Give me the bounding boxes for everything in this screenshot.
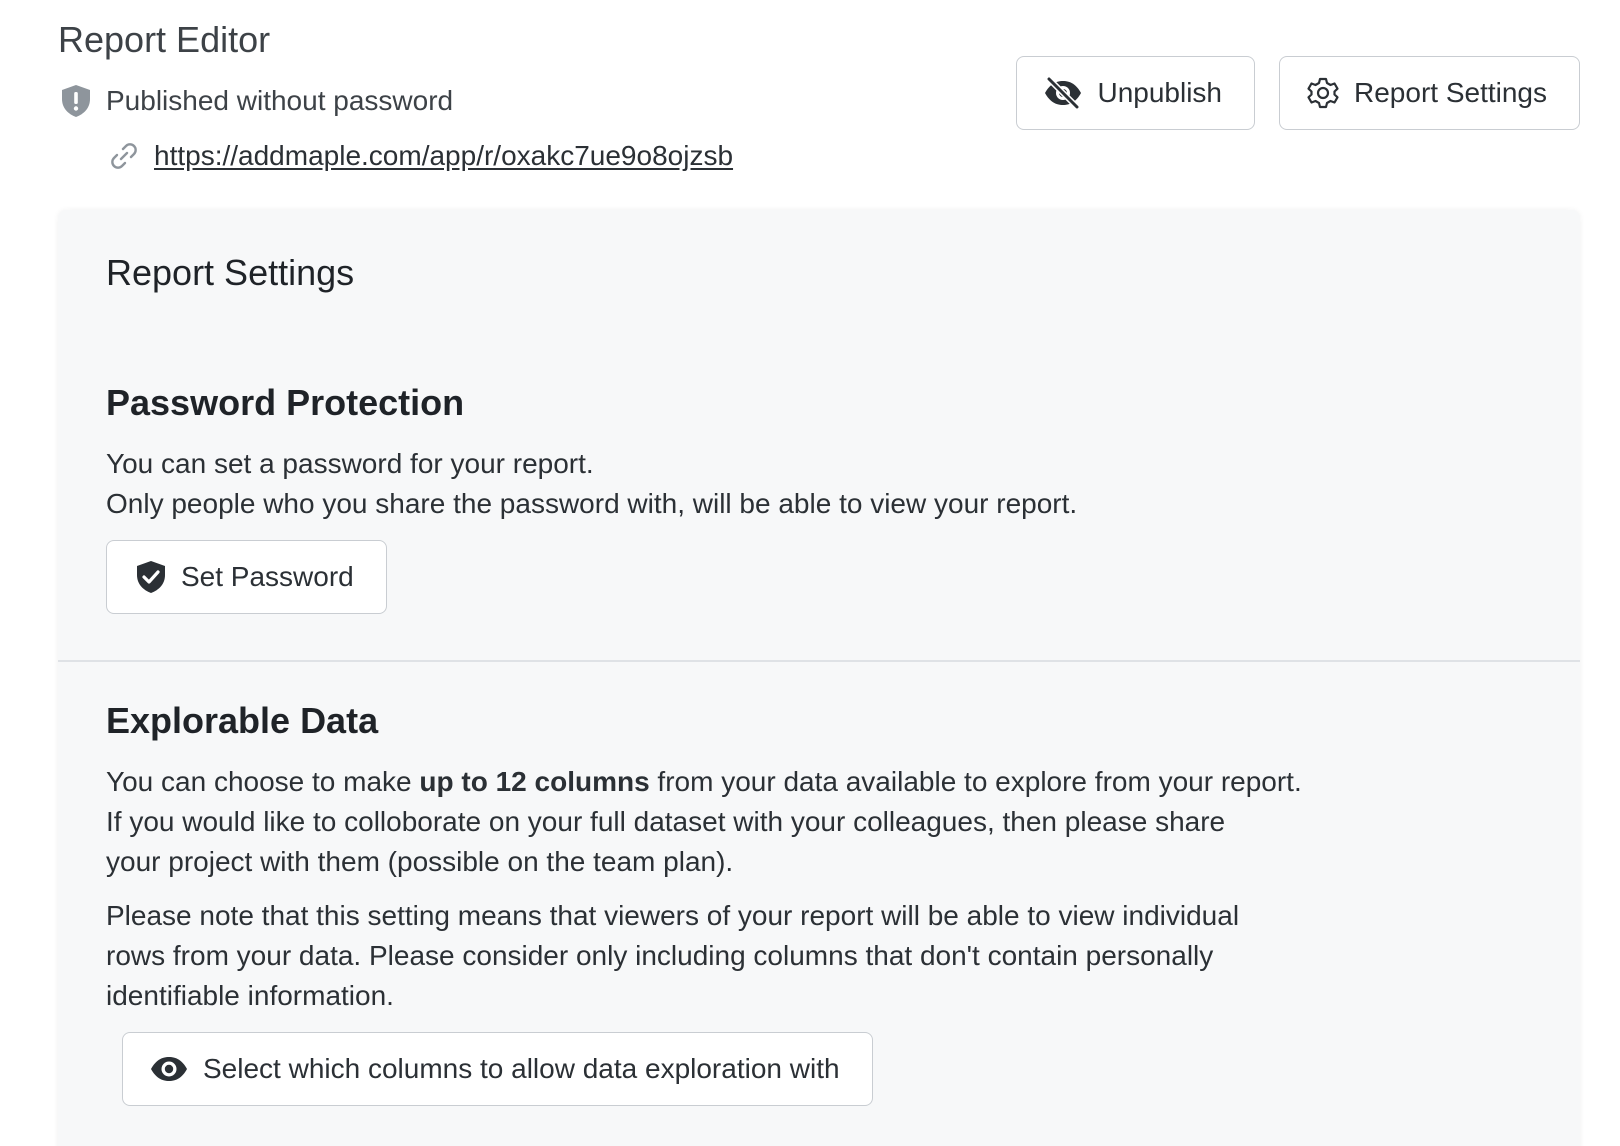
gear-icon	[1306, 76, 1340, 110]
password-protection-description	[106, 444, 1406, 524]
select-exploration-columns-button[interactable]	[122, 1032, 873, 1106]
report-settings-button[interactable]	[1279, 56, 1580, 130]
explore-desc-line-1-start: You can choose to make	[106, 766, 420, 797]
privacy-note-line-3: identifiable information.	[106, 980, 394, 1011]
column-limit-text: up to 12 columns	[419, 766, 650, 797]
explore-desc-line-3: your project with them (possible on the team plan).	[106, 846, 734, 877]
report-settings-label: Report Settings	[1354, 77, 1547, 108]
explorable-data-section	[106, 700, 1406, 1106]
explore-desc-line-2: If you would like to colloborate on your full dataset with your colleagues, then please share	[106, 806, 1226, 837]
header-actions	[1016, 56, 1580, 130]
section-divider	[58, 660, 1580, 662]
explore-desc-line-1-end: from your data available to explore from your report.	[649, 766, 1302, 797]
panel-title: Report Settings	[106, 252, 355, 293]
unpublish-button[interactable]	[1016, 56, 1255, 130]
password-desc-line-2: Only people who you share the password with, will be able to view your report.	[106, 488, 1078, 519]
explorable-data-paragraph-2	[106, 896, 1406, 1016]
set-password-button[interactable]	[106, 540, 387, 614]
privacy-note-line-2: rows from your data. Please consider only including columns that don't contain personally	[106, 940, 1214, 971]
link-icon	[108, 140, 140, 172]
select-columns-label: Select which columns to allow data exploration with	[203, 1053, 840, 1084]
password-desc-line-1: You can set a password for your report.	[106, 448, 594, 479]
publish-status	[60, 84, 453, 118]
explore-desc-line-1	[106, 762, 1406, 802]
page-title: Report Editor	[58, 19, 271, 60]
explorable-data-heading: Explorable Data	[106, 700, 379, 741]
shield-check-icon	[135, 560, 167, 594]
set-password-label: Set Password	[181, 561, 354, 592]
report-url-link[interactable]: https://addmaple.com/app/r/oxakc7ue9o8ojzsb	[154, 140, 734, 171]
password-protection-heading: Password Protection	[106, 382, 465, 423]
password-protection-section	[106, 382, 1406, 614]
privacy-note-line-1: Please note that this setting means that viewers of your report will be able to view individual	[106, 900, 1240, 931]
report-url-row	[108, 140, 733, 172]
eye-slash-icon	[1043, 77, 1083, 109]
eye-icon	[149, 1054, 189, 1084]
explorable-data-paragraph-1	[106, 762, 1406, 882]
report-settings-panel	[58, 210, 1580, 1146]
shield-exclamation-icon	[60, 84, 92, 118]
unpublish-label: Unpublish	[1097, 77, 1222, 108]
status-text: Published without password	[106, 85, 454, 116]
